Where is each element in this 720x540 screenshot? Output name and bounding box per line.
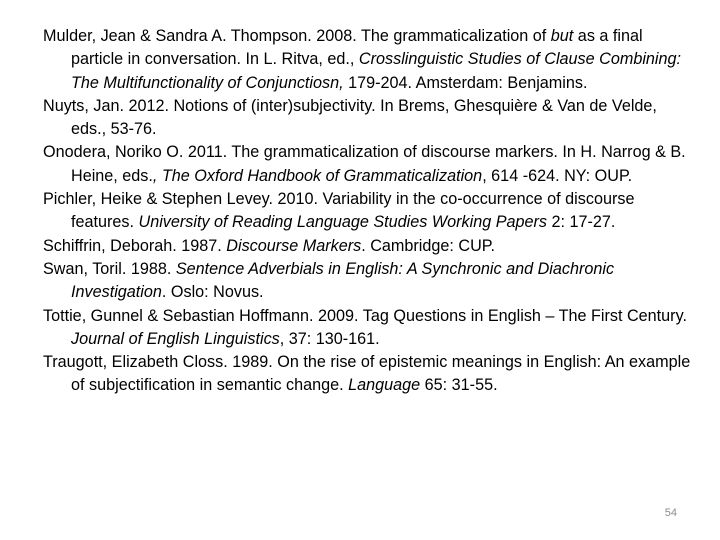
reference-text: , 37: 130-161. — [279, 329, 380, 348]
reference-text: , 614 -624. NY: OUP. — [482, 166, 633, 185]
reference-swan — [43, 258, 693, 305]
reference-book-title: Crosslinguistic Studies of Clause Combining: The Multifunctionality of Conjunctiosn, — [71, 50, 682, 92]
reference-text: Schiffrin, Deborah. 1987. — [43, 236, 227, 255]
reference-journal-title: University of Reading Language Studies Working Papers — [138, 213, 548, 232]
reference-text: 179-204. Amsterdam: Benjamins. — [343, 73, 588, 92]
reference-text: . Oslo: Novus. — [161, 283, 264, 302]
reference-book-title: Discourse Markers — [226, 236, 362, 255]
reference-text: Tottie, Gunnel & Sebastian Hoffmann. 2009. Tag Questions in English – The First Century. — [43, 306, 687, 325]
reference-text: Pichler, Heike & Stephen Levey. 2010. Variability in the co-occurrence of discourse features. — [43, 190, 635, 232]
reference-onodera — [43, 141, 693, 188]
reference-italic-term: but — [550, 27, 574, 45]
reference-text: . Cambridge: CUP. — [361, 236, 495, 255]
page-number: 54 — [664, 507, 677, 519]
reference-schiffrin — [43, 235, 693, 258]
reference-text: 65: 31-55. — [420, 376, 498, 395]
reference-text: Mulder, Jean & Sandra A. Thompson. 2008. The grammaticalization of — [43, 27, 551, 45]
reference-text: Nuyts, Jan. 2012. Notions of (inter)subjectivity. In Brems, Ghesquière & Van de Velde, eds., 53-76. — [43, 96, 657, 139]
reference-journal-title: Journal of English Linguistics — [71, 329, 280, 348]
reference-text: 2: 17-27. — [547, 213, 616, 232]
reference-pichler-levey — [43, 188, 693, 235]
reference-mulder-thompson — [43, 25, 693, 95]
reference-journal-title: Language — [348, 376, 421, 395]
reference-book-title: Sentence Adverbials in English: A Synchronic and Diachronic Investigation — [71, 259, 615, 302]
reference-nuyts — [43, 95, 693, 142]
reference-book-title: , The Oxford Handbook of Grammaticalization — [152, 166, 483, 185]
reference-text: Onodera, Noriko O. 2011. The grammaticalization of discourse markers. In H. Narrog & B. Heine, eds. — [43, 143, 686, 185]
reference-list — [43, 25, 693, 398]
reference-text: Traugott, Elizabeth Closs. 1989. On the rise of epistemic meanings in English: An example of subjectification in semantic change. — [43, 353, 691, 395]
reference-traugott — [43, 351, 693, 398]
reference-tottie-hoffmann — [43, 305, 693, 352]
reference-text: Swan, Toril. 1988. — [43, 259, 176, 278]
reference-text: as a final particle in conversation. In L. Ritva, ed., — [71, 27, 643, 69]
